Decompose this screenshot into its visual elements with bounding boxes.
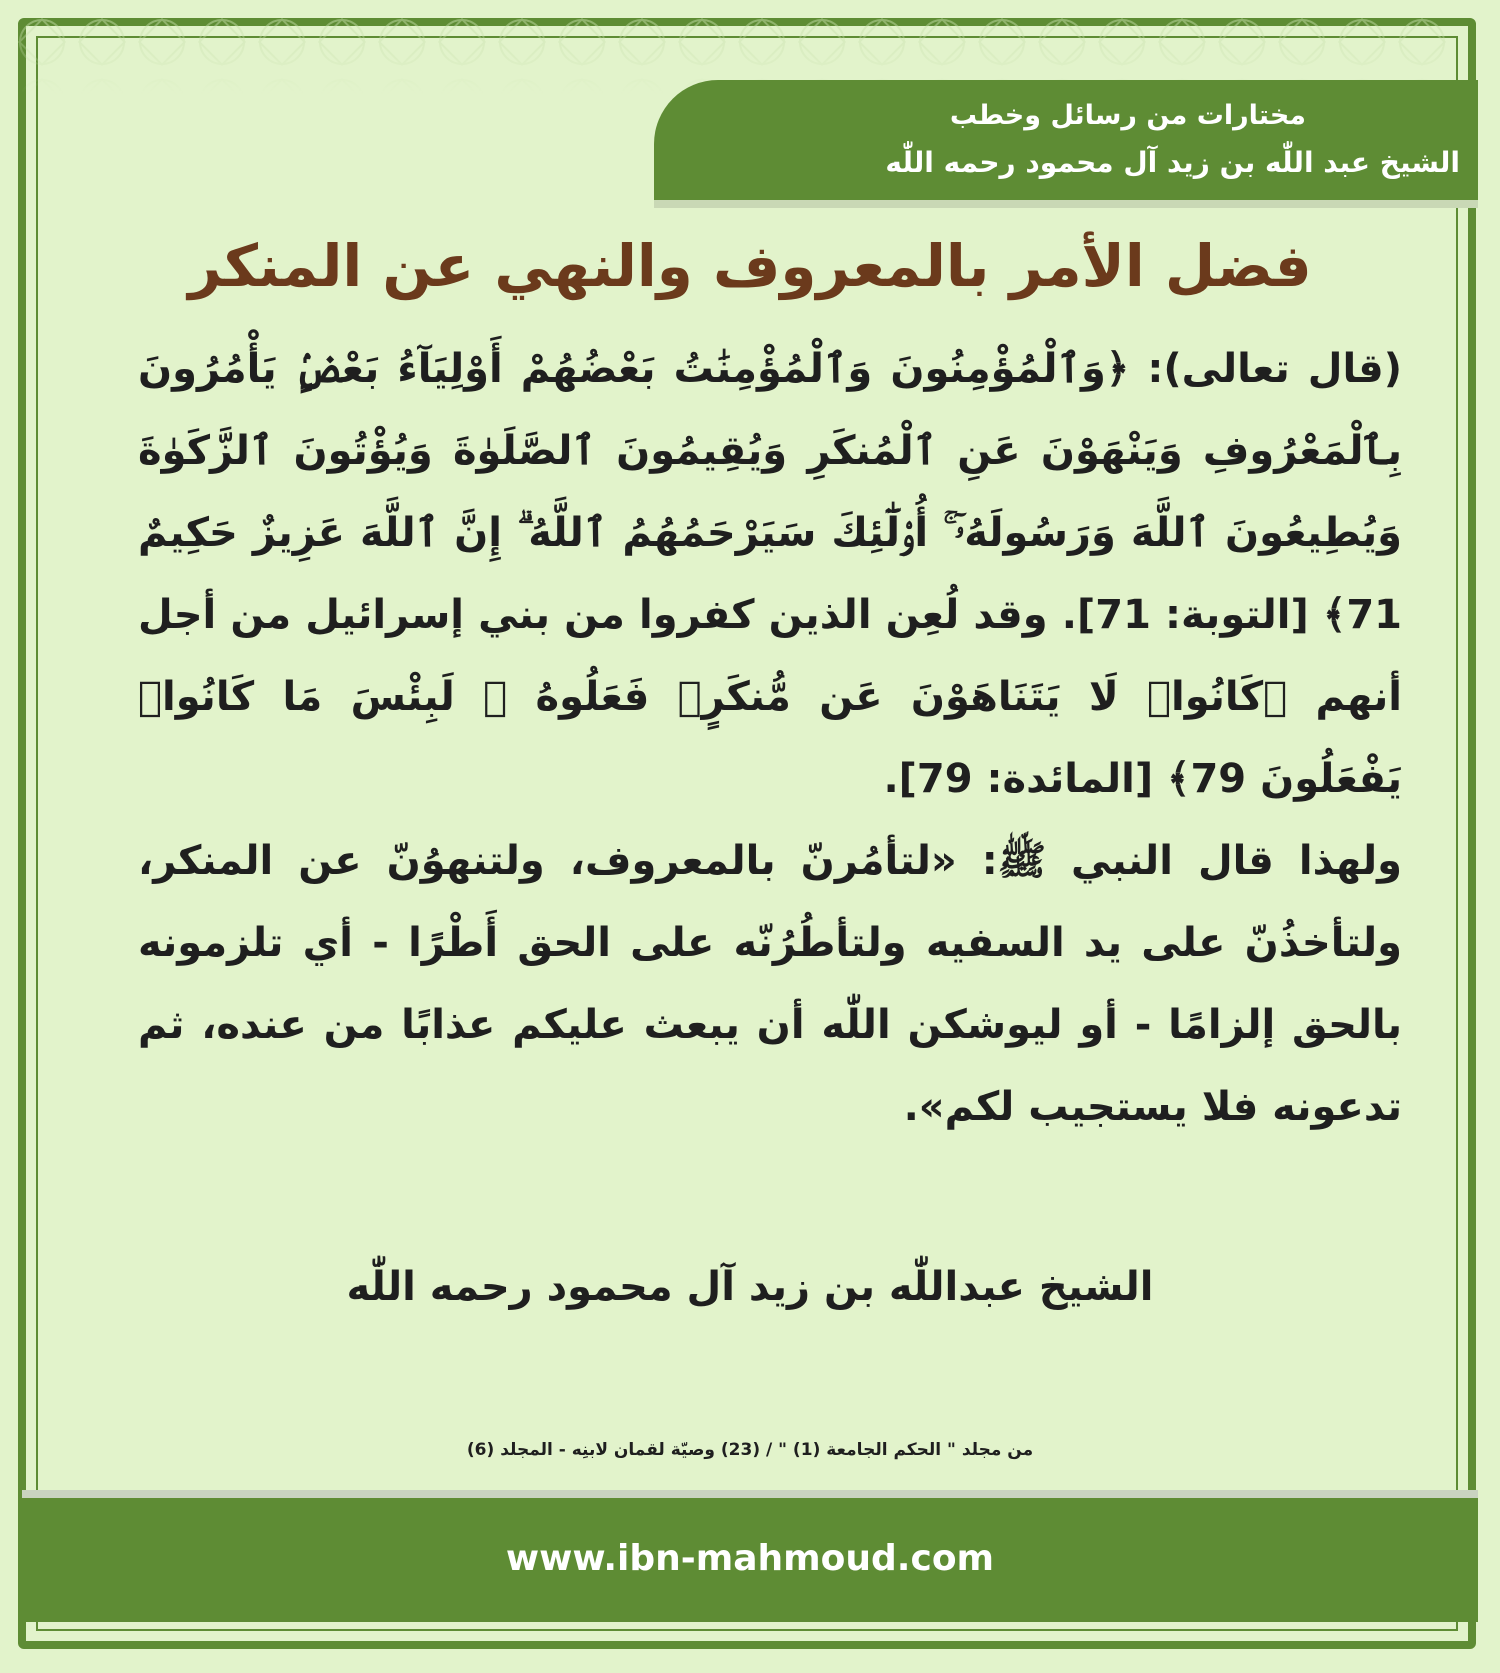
footer-divider	[22, 1490, 1478, 1498]
body-text	[138, 328, 1402, 1148]
verse-intro: (قال تعالى):	[1129, 346, 1402, 392]
footer-band	[22, 1498, 1478, 1622]
header-band	[654, 80, 1478, 200]
hadith-paragraph: ولهذا قال النبي ﷺ: «لتأمُرنّ بالمعروف، ولتنهوُنّ عن المنكر، ولتأخذُنّ على يد السفيه ولتأطُرُنّه على الحق أَطْرًا - أي تلزمونه بالحق إلزامًا - أو ليوشكن اللّٰه أن يبعث عليكم عذابًا من عنده، ثم تدعونه فلا يستجيب لكم».	[138, 838, 1402, 1130]
verse-quote-2: ﴿كَانُوا۟ لَا يَتَنَاهَوْنَ عَن مُّنكَرٍۢ فَعَلُوهُ ۚ لَبِئْسَ مَا كَانُوا۟ يَفْعَلُونَ 79﴾	[138, 674, 1402, 802]
header-line-2: الشيخ عبد اللّٰه بن زيد آل محمود رحمه اللّٰه	[885, 146, 1460, 179]
verse-ref-1: [التوبة: 71].	[1047, 592, 1323, 638]
paragraph-continuation: وقد لُعِن الذين كفروا من بني إسرائيل من أجل أنهم	[138, 592, 1402, 720]
website-link[interactable]: www.ibn-mahmoud.com	[505, 1538, 995, 1579]
header-line-1: مختارات من رسائل وخطب	[949, 100, 1306, 131]
author-signature: الشيخ عبداللّٰه بن زيد آل محمود رحمه اللّٰه	[346, 1264, 1154, 1310]
source-citation: من مجلد " الحكم الجامعة (1) " / (23) وصيّة لقمان لابنِه - المجلد (6)	[466, 1440, 1034, 1460]
verse-quote-1: ﴿وَٱلْمُؤْمِنُونَ وَٱلْمُؤْمِنَٰتُ بَعْضُهُمْ أَوْلِيَآءُ بَعْضٍۢ يَأْمُرُونَ بِٱلْمَعْرُوفِ وَيَنْهَوْنَ عَنِ ٱلْمُنكَرِ وَيُقِيمُونَ ٱلصَّلَوٰةَ وَيُؤْتُونَ ٱلزَّكَوٰةَ وَيُطِيعُونَ ٱللَّهَ وَرَسُولَهُۥٓ ۚ أُو۟لَٰٓئِكَ سَيَرْحَمُهُمُ ٱللَّهُ ۗ إِنَّ ٱللَّهَ عَزِيزٌ حَكِيمٌ 71﴾	[138, 346, 1403, 638]
verse-ref-2: [المائدة: 79].	[883, 756, 1168, 802]
page-title: فضل الأمر بالمعروف والنهي عن المنكر	[188, 232, 1312, 300]
